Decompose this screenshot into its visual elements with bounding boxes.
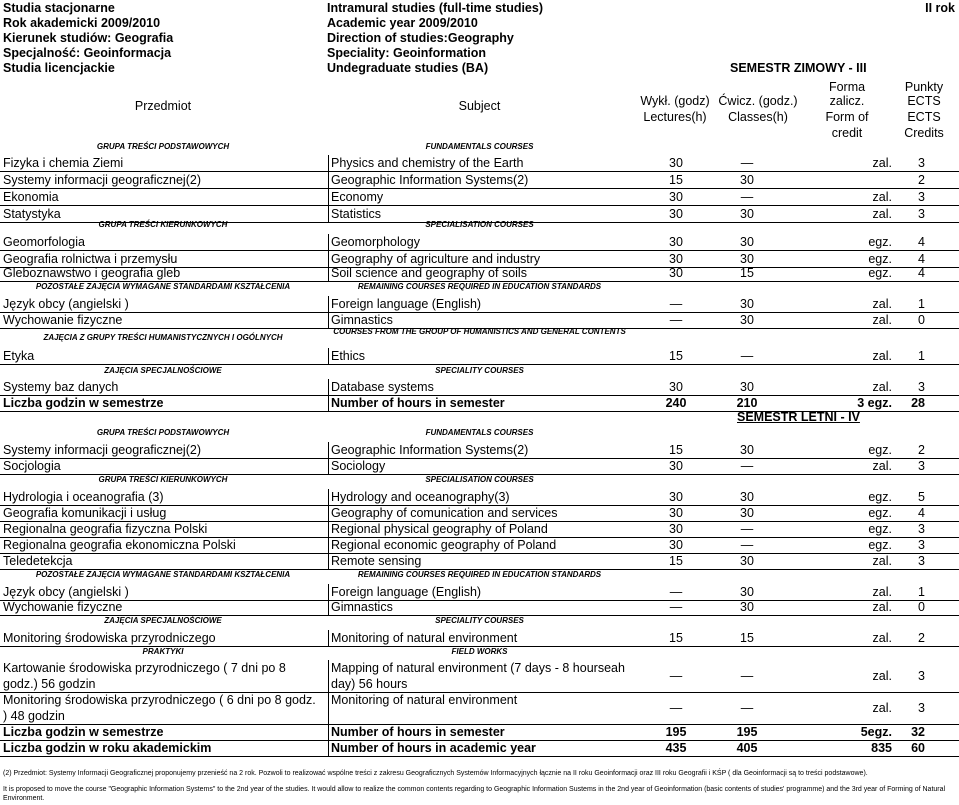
total-label-pl: Liczba godzin w semestrze (3, 396, 164, 410)
course-name-en: Gimnastics (328, 312, 393, 329)
class-hours: 195 (736, 725, 758, 739)
column-header-form-4: credit (831, 126, 863, 140)
ects-credits: 4 (918, 252, 925, 266)
ects-credits: 1 (918, 585, 925, 599)
column-header-ects-2: ECTS (907, 94, 941, 108)
column-header-form-3: Form of (825, 110, 869, 124)
ects-credits: 5 (918, 490, 925, 504)
academic-year-en: Academic year 2009/2010 (327, 16, 478, 30)
lecture-hours: — (669, 585, 683, 599)
course-name-en: Gimnastics (328, 599, 393, 616)
credit-form: zal. (872, 459, 892, 473)
ects-credits: 3 (918, 554, 925, 568)
lecture-hours: 30 (669, 538, 683, 552)
course-name-pl: Ekonomia (3, 190, 59, 204)
group-label-en: SPECIALISATION COURSES (425, 220, 534, 229)
class-hours: 210 (736, 396, 758, 410)
header-row (0, 60, 959, 76)
group-label-en: SPECIALISATION COURSES (425, 475, 534, 484)
class-hours: 30 (740, 443, 754, 457)
course-name-en: Regional physical geography of Poland (328, 521, 548, 538)
column-header-form-1: Forma (828, 80, 866, 94)
group-header (0, 218, 959, 232)
group-label-en: FUNDAMENTALS COURSES (425, 142, 534, 151)
class-hours: 15 (740, 631, 754, 645)
course-name-en: Statistics (328, 206, 381, 223)
course-row (0, 505, 959, 522)
ects-credits: 2 (918, 173, 925, 187)
group-label-en: FIELD WORKS (451, 647, 508, 656)
column-header-ects-3: ECTS (907, 110, 941, 124)
group-label-en: REMAINING COURSES REQUIRED IN EDUCATION STANDARDS (357, 570, 602, 579)
header-row (0, 30, 959, 46)
study-mode-en: Intramural studies (full-time studies) (327, 1, 544, 15)
course-name-en: Economy (328, 189, 383, 206)
ects-credits: 0 (918, 313, 925, 327)
credit-form: zal. (872, 701, 892, 715)
course-row (0, 155, 959, 172)
course-name-pl: Wychowanie fizyczne (3, 600, 123, 614)
column-header-subject: Subject (458, 99, 501, 113)
course-name-en: Regional economic geography of Poland (328, 537, 556, 554)
course-name-pl: Statystyka (3, 207, 61, 221)
credit-form: egz. (868, 538, 892, 552)
group-label-pl: GRUPA TREŚCI KIERUNKOWYCH (98, 220, 228, 229)
course-name-pl: Regionalna geografia fizyczna Polski (3, 522, 208, 536)
credit-form: 5egz. (860, 725, 892, 739)
course-name-pl: Hydrologia i oceanografia (3) (3, 490, 164, 504)
credit-form: zal. (872, 554, 892, 568)
credit-form: egz. (868, 522, 892, 536)
course-row (0, 234, 959, 251)
course-name-pl: Wychowanie fizyczne (3, 313, 123, 327)
group-header (0, 426, 959, 440)
course-row (0, 379, 959, 396)
group-label-pl: ZAJĘCIA SPECJALNOŚCIOWE (104, 616, 222, 625)
ects-credits: 60 (911, 741, 925, 755)
column-header-ects-4: Credits (904, 126, 944, 140)
lecture-hours: 30 (669, 459, 683, 473)
course-name-en: Mapping of natural environment (7 days - 8 hourseah day) 56 hours (328, 660, 633, 693)
course-name-en: Physics and chemistry of the Earth (328, 155, 523, 172)
course-name-pl: Etyka (3, 349, 35, 363)
total-label-en: Number of hours in academic year (328, 740, 536, 757)
group-label-en: COURSES FROM THE GROUP OF HUMANISTICS AND GENERAL CONTENTS (333, 327, 626, 336)
ects-credits: 2 (918, 631, 925, 645)
column-header-lectures-en: Lectures(h) (643, 110, 707, 124)
credit-form: egz. (868, 266, 892, 280)
course-name-pl: Kartowanie środowiska przyrodniczego ( 7 dni po 8 godz.) 56 godzin (3, 661, 286, 691)
group-header (0, 327, 959, 349)
course-name-pl: Monitoring środowiska przyrodniczego ( 6 dni po 8 godz. ) 48 godzin (3, 693, 316, 723)
class-hours: — (740, 538, 754, 552)
group-header (0, 280, 959, 294)
course-name-pl: Geografia komunikacji i usług (3, 506, 167, 520)
class-hours: 405 (736, 741, 758, 755)
lecture-hours: 30 (669, 252, 683, 266)
lecture-hours: — (669, 701, 683, 715)
total-label-pl: Liczba godzin w roku akademickim (3, 741, 212, 755)
class-hours: 15 (740, 266, 754, 280)
course-row (0, 442, 959, 459)
credit-form: 3 egz. (857, 396, 892, 410)
course-name-en: Foreign language (English) (328, 584, 481, 601)
ects-credits: 28 (911, 396, 925, 410)
class-hours: 30 (740, 490, 754, 504)
semester-title: SEMESTR ZIMOWY - III (730, 61, 867, 75)
lecture-hours: 15 (669, 173, 683, 187)
group-header (0, 645, 959, 659)
ects-credits: 4 (918, 266, 925, 280)
course-name-en: Geography of comunication and services (328, 505, 558, 522)
course-name-en: Monitoring of natural environment (328, 692, 633, 725)
credit-form: egz. (868, 443, 892, 457)
ects-credits: 3 (918, 459, 925, 473)
class-hours: — (740, 190, 754, 204)
lecture-hours: 30 (669, 380, 683, 394)
column-header-classes-en: Classes(h) (728, 110, 788, 124)
lecture-hours: 30 (669, 235, 683, 249)
class-hours: — (740, 349, 754, 363)
class-hours: 30 (740, 585, 754, 599)
lecture-hours: — (669, 297, 683, 311)
semester-title: SEMESTR LETNI - IV (737, 410, 860, 424)
ects-credits: 3 (918, 538, 925, 552)
column-header-ects-1: Punkty (904, 80, 944, 94)
column-header-lectures-pl: Wykł. (godz) (640, 94, 710, 108)
ects-credits: 3 (918, 380, 925, 394)
ects-credits: 1 (918, 349, 925, 363)
class-hours: — (740, 669, 754, 683)
credit-form: zal. (872, 156, 892, 170)
header-row (0, 15, 959, 31)
header-row (0, 0, 959, 16)
class-hours: 30 (740, 235, 754, 249)
total-label-en: Number of hours in semester (328, 724, 505, 741)
group-label-pl: GRUPA TREŚCI KIERUNKOWYCH (98, 475, 228, 484)
course-row (0, 189, 959, 206)
credit-form: zal. (872, 313, 892, 327)
study-mode-pl: Studia stacjonarne (3, 1, 115, 15)
ects-credits: 3 (918, 701, 925, 715)
class-hours: — (740, 459, 754, 473)
footnote-pl: (2) Przedmiot: Systemy Informacji Geograficznej proponujemy przenieść na 2 rok. Pozwoli to realizować wspólne treści z zakresu Geograficznych Systemów Informacyjnych łącznie na II roku Geoinformacji oraz III roku Geografii i KŚP ( dla Geoinformacji są to treści podstawowe). (3, 770, 868, 777)
class-hours: — (740, 156, 754, 170)
credit-form: zal. (872, 190, 892, 204)
group-label-pl: POZOSTAŁE ZAJĘCIA WYMAGANE STANDARDAMI KSZTAŁCENIA (35, 282, 291, 291)
group-label-en: REMAINING COURSES REQUIRED IN EDUCATION STANDARDS (357, 282, 602, 291)
course-name-pl: Teledetekcja (3, 554, 73, 568)
group-label-pl: GRUPA TREŚCI PODSTAWOWYCH (96, 428, 230, 437)
lecture-hours: 435 (665, 741, 687, 755)
course-name-en: Foreign language (English) (328, 296, 481, 313)
lecture-hours: 15 (669, 631, 683, 645)
ects-credits: 1 (918, 297, 925, 311)
course-name-en: Geographic Information Systems(2) (328, 442, 528, 459)
group-label-pl: ZAJĘCIA SPECJALNOŚCIOWE (104, 366, 222, 375)
credit-form: zal. (872, 631, 892, 645)
credit-form: egz. (868, 252, 892, 266)
class-hours: 30 (740, 554, 754, 568)
lecture-hours: 240 (665, 396, 687, 410)
class-hours: 30 (740, 173, 754, 187)
column-header-form-2: zalicz. (829, 94, 865, 108)
course-name-pl: Systemy informacji geograficznej(2) (3, 173, 201, 187)
direction-pl: Kierunek studiów: Geografia (3, 31, 174, 45)
class-hours: 30 (740, 600, 754, 614)
group-label-pl: POZOSTAŁE ZAJĘCIA WYMAGANE STANDARDAMI KSZTAŁCENIA (35, 570, 291, 579)
course-name-pl: Systemy informacji geograficznej(2) (3, 443, 201, 457)
course-name-en: Ethics (328, 348, 365, 365)
course-row (0, 348, 959, 365)
lecture-hours: 30 (669, 522, 683, 536)
credit-form: zal. (872, 297, 892, 311)
course-name-pl: Język obcy (angielski ) (3, 585, 129, 599)
speciality-pl: Specjalność: Geoinformacja (3, 46, 172, 60)
ects-credits: 0 (918, 600, 925, 614)
lecture-hours: 30 (669, 490, 683, 504)
course-row (0, 296, 959, 313)
semester-total-row (0, 724, 959, 741)
footnote-en: It is proposed to move the course "Geographic Information Systems" to the 2nd year of the studies. It would allow to realize the common contents regarding to Geographic Information Sustems in the 2nd year of Geoinformation (basic contents of studies' programme) and the 3rd year of Forming of Natural Environment. (3, 786, 946, 802)
group-label-pl: PRAKTYKI (142, 647, 184, 656)
course-name-pl: Regionalna geografia ekonomiczna Polski (3, 538, 236, 552)
lecture-hours: — (669, 600, 683, 614)
course-row (0, 537, 959, 554)
academic-year-pl: Rok akademicki 2009/2010 (3, 16, 161, 30)
group-header (0, 614, 959, 628)
class-hours: 30 (740, 252, 754, 266)
year-total-row (0, 740, 959, 757)
lecture-hours: 15 (669, 349, 683, 363)
ects-credits: 4 (918, 506, 925, 520)
ects-credits: 3 (918, 669, 925, 683)
course-name-en: Sociology (328, 458, 385, 475)
ects-credits: 3 (918, 522, 925, 536)
course-row (0, 521, 959, 538)
ects-credits: 3 (918, 156, 925, 170)
course-name-pl: Monitoring środowiska przyrodniczego (3, 631, 216, 645)
course-row (0, 489, 959, 506)
group-header (0, 364, 959, 378)
total-label-en: Number of hours in semester (328, 395, 505, 412)
course-name-en: Monitoring of natural environment (328, 630, 517, 647)
credit-form: zal. (872, 669, 892, 683)
course-row (0, 660, 959, 693)
total-hours: 835 (871, 741, 892, 755)
ects-credits: 2 (918, 443, 925, 457)
course-name-en: Remote sensing (328, 553, 421, 570)
group-header (0, 568, 959, 582)
lecture-hours: 30 (669, 506, 683, 520)
credit-form: egz. (868, 506, 892, 520)
group-label-en: SPECIALITY COURSES (435, 616, 524, 625)
credit-form: zal. (872, 600, 892, 614)
group-header (0, 140, 959, 154)
group-label-en: FUNDAMENTALS COURSES (425, 428, 534, 437)
class-hours: 30 (740, 207, 754, 221)
lecture-hours: — (669, 669, 683, 683)
course-name-en: Geography of agriculture and industry (328, 251, 540, 268)
course-name-en: Soil science and geography of soils (328, 265, 527, 282)
credit-form: egz. (868, 490, 892, 504)
ects-credits: 32 (911, 725, 925, 739)
direction-en: Direction of studies:Geography (327, 31, 514, 45)
course-name-pl: Fizyka i chemia Ziemi (3, 156, 124, 170)
course-name-en: Geographic Information Systems(2) (328, 172, 528, 189)
course-name-pl: Systemy baz danych (3, 380, 119, 394)
lecture-hours: 15 (669, 554, 683, 568)
class-hours: 30 (740, 297, 754, 311)
column-header-classes-pl: Ćwicz. (godz.) (718, 94, 798, 108)
class-hours: 30 (740, 313, 754, 327)
class-hours: — (740, 522, 754, 536)
ects-credits: 4 (918, 235, 925, 249)
course-name-en: Geomorphology (328, 234, 420, 251)
ects-credits: 3 (918, 207, 925, 221)
ects-credits: 3 (918, 190, 925, 204)
course-name-pl: Język obcy (angielski ) (3, 297, 129, 311)
credit-form: egz. (868, 235, 892, 249)
lecture-hours: — (669, 313, 683, 327)
header-row (0, 45, 959, 61)
group-header (0, 473, 959, 487)
lecture-hours: 30 (669, 190, 683, 204)
lecture-hours: 30 (669, 266, 683, 280)
class-hours: — (740, 701, 754, 715)
degree-en: Undegraduate studies (BA) (327, 61, 489, 75)
lecture-hours: 15 (669, 443, 683, 457)
course-name-pl: Geomorfologia (3, 235, 85, 249)
course-name-en: Hydrology and oceanography(3) (328, 489, 510, 506)
column-header-przedmiot: Przedmiot (134, 99, 192, 113)
group-label-pl: ZAJĘCIA Z GRUPY TREŚCI HUMANISTYCZNYCH I OGÓLNYCH (43, 333, 283, 342)
speciality-en: Speciality: Geoinformation (327, 46, 487, 60)
total-label-pl: Liczba godzin w semestrze (3, 725, 164, 739)
lecture-hours: 30 (669, 207, 683, 221)
course-name-pl: Socjologia (3, 459, 61, 473)
degree-pl: Studia licencjackie (3, 61, 115, 75)
course-name-en: Database systems (328, 379, 434, 396)
course-row (0, 172, 959, 189)
credit-form: zal. (872, 349, 892, 363)
credit-form: zal. (872, 207, 892, 221)
credit-form: zal. (872, 585, 892, 599)
year-label: II rok (925, 1, 955, 15)
class-hours: 30 (740, 506, 754, 520)
class-hours: 30 (740, 380, 754, 394)
lecture-hours: 195 (665, 725, 687, 739)
lecture-hours: 30 (669, 156, 683, 170)
course-name-pl: Geografia rolnictwa i przemysłu (3, 252, 178, 266)
credit-form: zal. (872, 380, 892, 394)
group-label-pl: GRUPA TREŚCI PODSTAWOWYCH (96, 142, 230, 151)
group-label-en: SPECIALITY COURSES (435, 366, 524, 375)
course-row (0, 692, 959, 725)
course-name-pl: Gleboznawstwo i geografia gleb (3, 266, 181, 280)
